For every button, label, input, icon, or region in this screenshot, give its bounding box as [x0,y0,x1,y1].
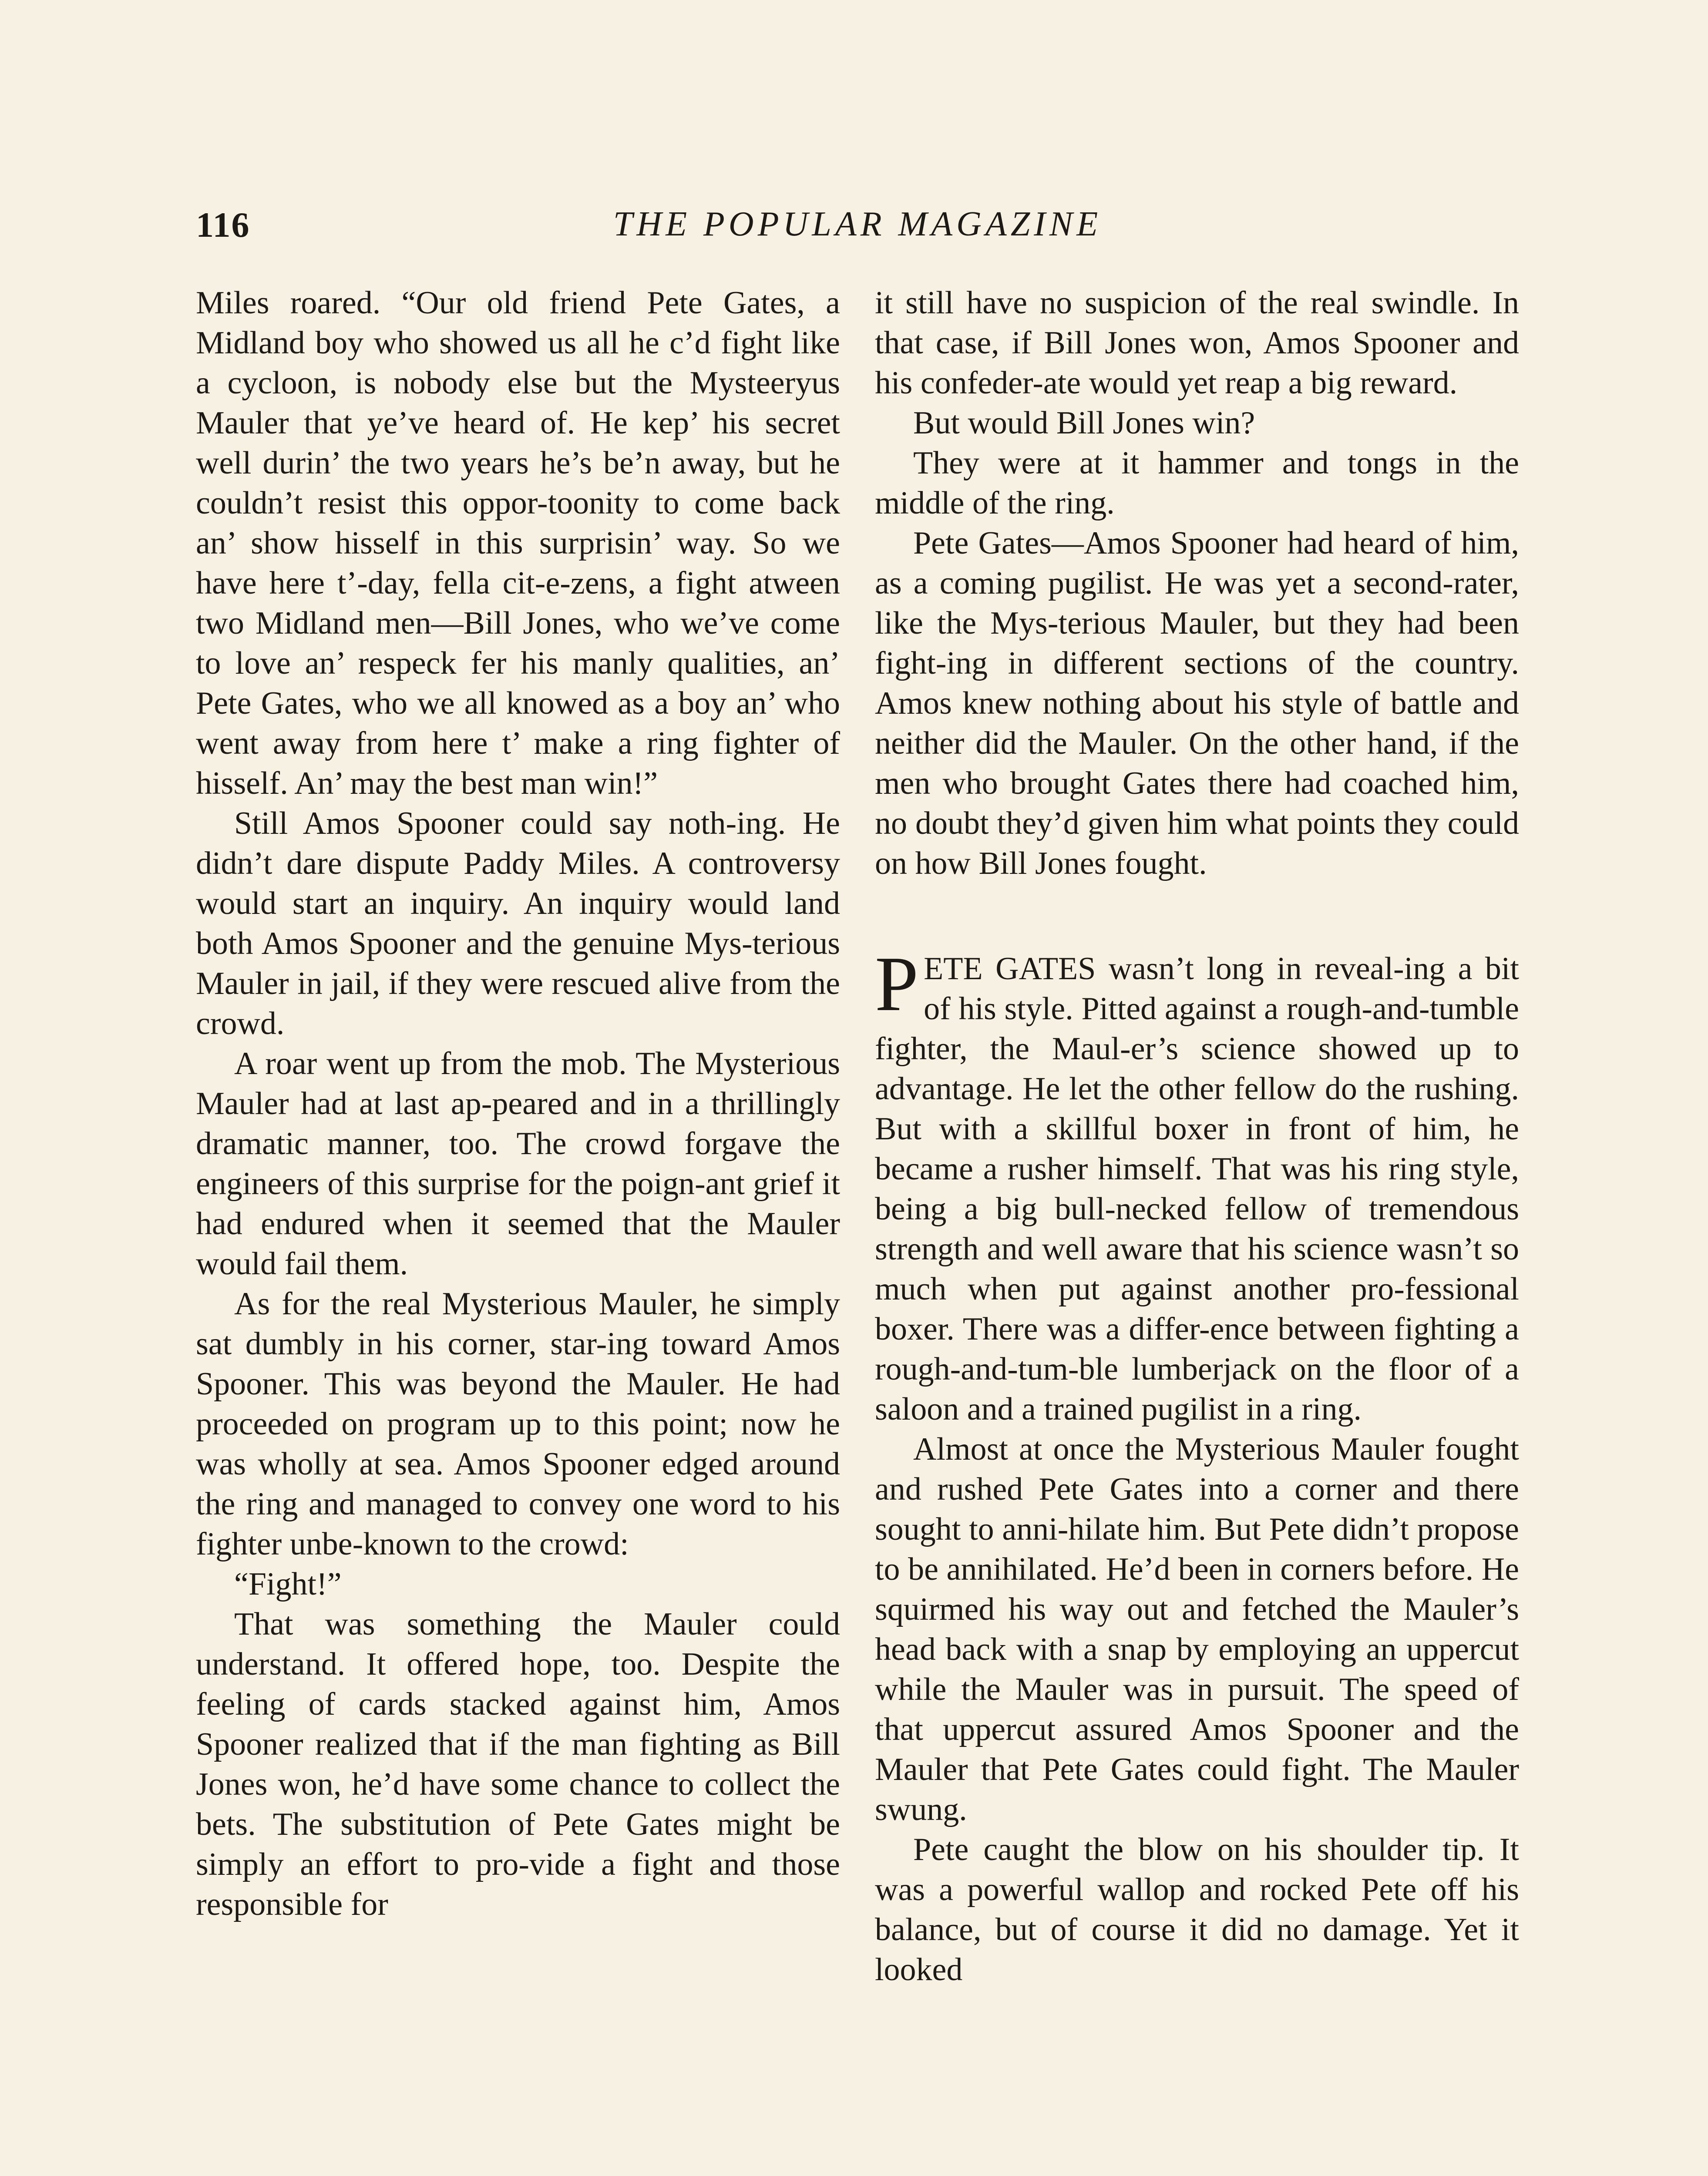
section-opening-text: ETE GATES wasn’t long in reveal-ing a bit of his style. Pitted against a rough-and-tumble fighter, the Maul-er’s science showed up to advantage. He let the other fellow do the rushing. But with a skillful boxer in front of him, he became a rusher himself. That was his ring style, being a big bull-necked fellow of tremendous strength and well aware that his science wasn’t so much when put against another pro-fessional boxer. There was a differ-ence between fighting a rough-and-tum-ble lumberjack on the floor of a saloon and a trained pugilist in a ring. [875,951,1519,1427]
section-opening-paragraph [875,940,1519,1429]
right-column [875,283,1519,1990]
left-column [196,283,840,1924]
page-header [196,205,1519,257]
page-number: 116 [196,205,250,245]
paragraph: They were at it hammer and tongs in the middle of the ring. [875,445,1519,521]
drop-cap: P [875,940,919,1027]
paragraph: it still have no suspicion of the real swindle. In that case, if Bill Jones won, Amos Spooner and his confeder-ate would yet reap a big reward. [875,285,1519,401]
paragraph: Still Amos Spooner could say noth-ing. He didn’t dare dispute Paddy Miles. A controversy would start an inquiry. An inquiry would land both Amos Spooner and the genuine Mys-terious Mauler in jail, if they were rescued alive from the crowd. [196,806,840,1041]
paragraph: But would Bill Jones win? [913,405,1255,441]
paragraph: “Fight!” [234,1566,342,1602]
paragraph: Almost at once the Mysterious Mauler fought and rushed Pete Gates into a corner and there sought to anni-hilate him. But Pete didn’t propose to be annihilated. He’d been in corners before. He squirmed his way out and fetched the Mauler’s head back with a snap by employing an uppercut while the Mauler was in pursuit. The speed of that uppercut assured Amos Spooner and the Mauler that Pete Gates could fight. The Mauler swung. [875,1431,1519,1827]
paragraph: Pete caught the blow on his shoulder tip. It was a powerful wallop and rocked Pete off his balance, but of course it did no damage. Yet it looked [875,1832,1519,1988]
running-title: THE POPULAR MAGAZINE [613,205,1102,243]
paragraph: Pete Gates—Amos Spooner had heard of him, as a coming pugilist. He was yet a second-rater, like the Mys-terious Mauler, but they had been fight-ing in different sections of the country. Amos knew nothing about his style of battle and neither did the Mauler. On the other hand, if the men who brought Gates there had coached him, no doubt they’d given him what points they could on how Bill Jones fought. [875,525,1519,881]
paragraph: That was something the Mauler could understand. It offered hope, too. Despite the feeling of cards stacked against him, Amos Spooner realized that if the man fighting as Bill Jones won, he’d have some chance to collect the bets. The substitution of Pete Gates might be simply an effort to pro-vide a fight and those responsible for [196,1606,840,1922]
paragraph: A roar went up from the mob. The Mysterious Mauler had at last ap-peared and in a thrillingly dramatic manner, too. The crowd forgave the engineers of this surprise for the poign-ant grief it had endured when it seemed that the Mauler would fail them. [196,1046,840,1282]
paragraph: As for the real Mysterious Mauler, he simply sat dumbly in his corner, star-ing toward Amos Spooner. This was beyond the Mauler. He had proceeded on program up to this point; now he was wholly at sea. Amos Spooner edged around the ring and managed to convey one word to his fighter unbe-known to the crowd: [196,1286,840,1562]
paragraph: Miles roared. “Our old friend Pete Gates, a Midland boy who showed us all he c’d fight like a cycloon, is nobody else but the Mysteeryus Mauler that ye’ve heard of. He kep’ his secret well durin’ the two years he’s be’n away, but he couldn’t resist this oppor-toonity to come back an’ show hisself in this surprisin’ way. So we have here t’-day, fella cit-e-zens, a fight atween two Midland men—Bill Jones, who we’ve come to love an’ respeck fer his manly qualities, an’ Pete Gates, who we all knowed as a boy an’ who went away from here t’ make a ring fighter of hisself. An’ may the best man win!” [196,285,840,801]
